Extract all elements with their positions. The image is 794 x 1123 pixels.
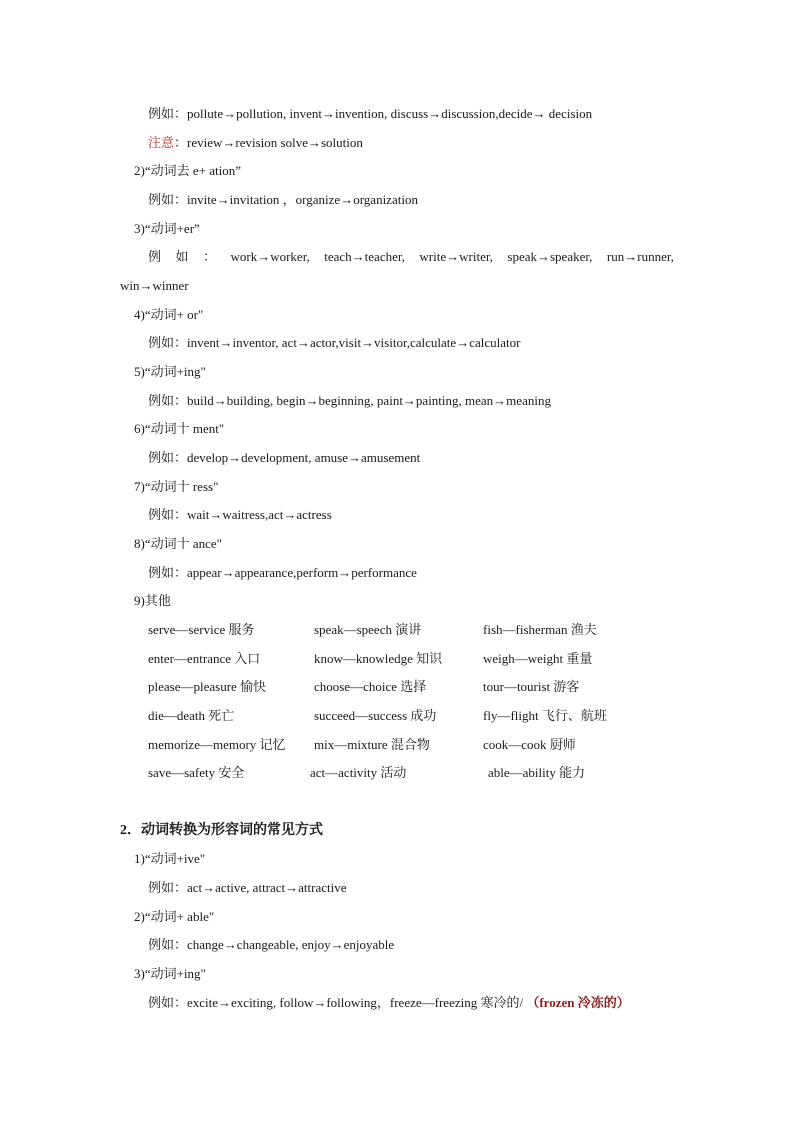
item6-example: 例如：develop→development, amuse→amusement xyxy=(148,450,421,465)
item3-word: write→writer, xyxy=(419,249,493,264)
adj-item3-example: 例如：excite→exciting, follow→following，freeze—freezing 寒冷的/ xyxy=(148,995,527,1010)
others-cell: please—pleasure 愉快 xyxy=(148,679,267,694)
adj-item2-title: 2)“动词+ able" xyxy=(134,909,215,924)
adj-item3-title: 3)“动词+ing" xyxy=(134,966,206,981)
others-cell: die—death 死亡 xyxy=(148,708,235,723)
item3-word: teach→teacher, xyxy=(324,249,405,264)
others-cell: weigh—weight 重量 xyxy=(483,651,593,666)
item3-word: work→worker, xyxy=(230,249,310,264)
others-cell: fish—fisherman 渔夫 xyxy=(483,622,597,637)
others-cell: fly—flight 飞行、航班 xyxy=(483,708,607,723)
item7-example: 例如：wait→waitress,act→actress xyxy=(148,507,332,522)
others-cell: serve—service 服务 xyxy=(148,622,255,637)
others-cell: save—safety 安全 xyxy=(148,765,245,780)
others-cell: know—knowledge 知识 xyxy=(314,651,443,666)
note-text: ：review→revision solve→solution xyxy=(174,135,363,150)
others-cell: act—activity 活动 xyxy=(310,765,407,780)
item3-title: 3)“动词+er” xyxy=(134,221,200,236)
item3-word: 例 xyxy=(148,249,162,264)
others-cell: choose—choice 选择 xyxy=(314,679,427,694)
section2-heading: 2．动词转换为形容词的常见方式 xyxy=(120,823,323,838)
adj-item3-example-line xyxy=(148,994,630,1012)
others-cell: cook—cook 厨师 xyxy=(483,737,576,752)
item3-word: 如 xyxy=(175,249,189,264)
item3-word: speak→speaker, xyxy=(507,249,593,264)
item7-title: 7)“动词十 ress" xyxy=(134,479,219,494)
others-cell: able—ability 能力 xyxy=(488,765,586,780)
item6-title: 6)“动词十 ment" xyxy=(134,421,225,436)
adj-item1-title: 1)“动词+ive" xyxy=(134,851,206,866)
item4-example: 例如：invent→inventor, act→actor,visit→visitor,calculate→calculator xyxy=(148,335,521,350)
item9-title: 9)其他 xyxy=(134,593,171,608)
adj-item2-example: 例如：change→changeable, enjoy→enjoyable xyxy=(148,937,395,952)
item5-example: 例如：build→building, begin→beginning, paint→painting, mean→meaning xyxy=(148,393,551,408)
others-cell: speak—speech 演讲 xyxy=(314,622,422,637)
others-cell: enter—entrance 入口 xyxy=(148,651,261,666)
item5-title: 5)“动词+ing" xyxy=(134,364,206,379)
others-cell: mix—mixture 混合物 xyxy=(314,737,430,752)
item3-word: ： xyxy=(203,249,217,264)
item4-title: 4)“动词+ or" xyxy=(134,307,204,322)
others-cell: memorize—memory 记忆 xyxy=(148,737,286,752)
note-line xyxy=(148,134,363,152)
item3-word: run→runner, xyxy=(606,249,674,264)
item8-title: 8)“动词十 ance" xyxy=(134,536,222,551)
example-pollute: 例如：pollute→pollution, invent→invention, discuss→discussion,decide→ decision xyxy=(148,106,593,121)
item3-example-cont: win→winner xyxy=(120,278,189,293)
others-cell: succeed—success 成功 xyxy=(314,708,437,723)
item2-title: 2)“动词去 e+ ation” xyxy=(134,163,241,178)
note-label: 注意 xyxy=(148,135,175,150)
item2-example: 例如：invite→invitation ，organize→organization xyxy=(148,192,418,207)
item8-example: 例如：appear→appearance,perform→performance xyxy=(148,565,417,580)
others-cell: tour—tourist 游客 xyxy=(483,679,580,694)
frozen-highlight: （frozen 冷冻的） xyxy=(526,995,630,1010)
adj-item1-example: 例如：act→active, attract→attractive xyxy=(148,880,347,895)
item3-example xyxy=(148,248,674,266)
